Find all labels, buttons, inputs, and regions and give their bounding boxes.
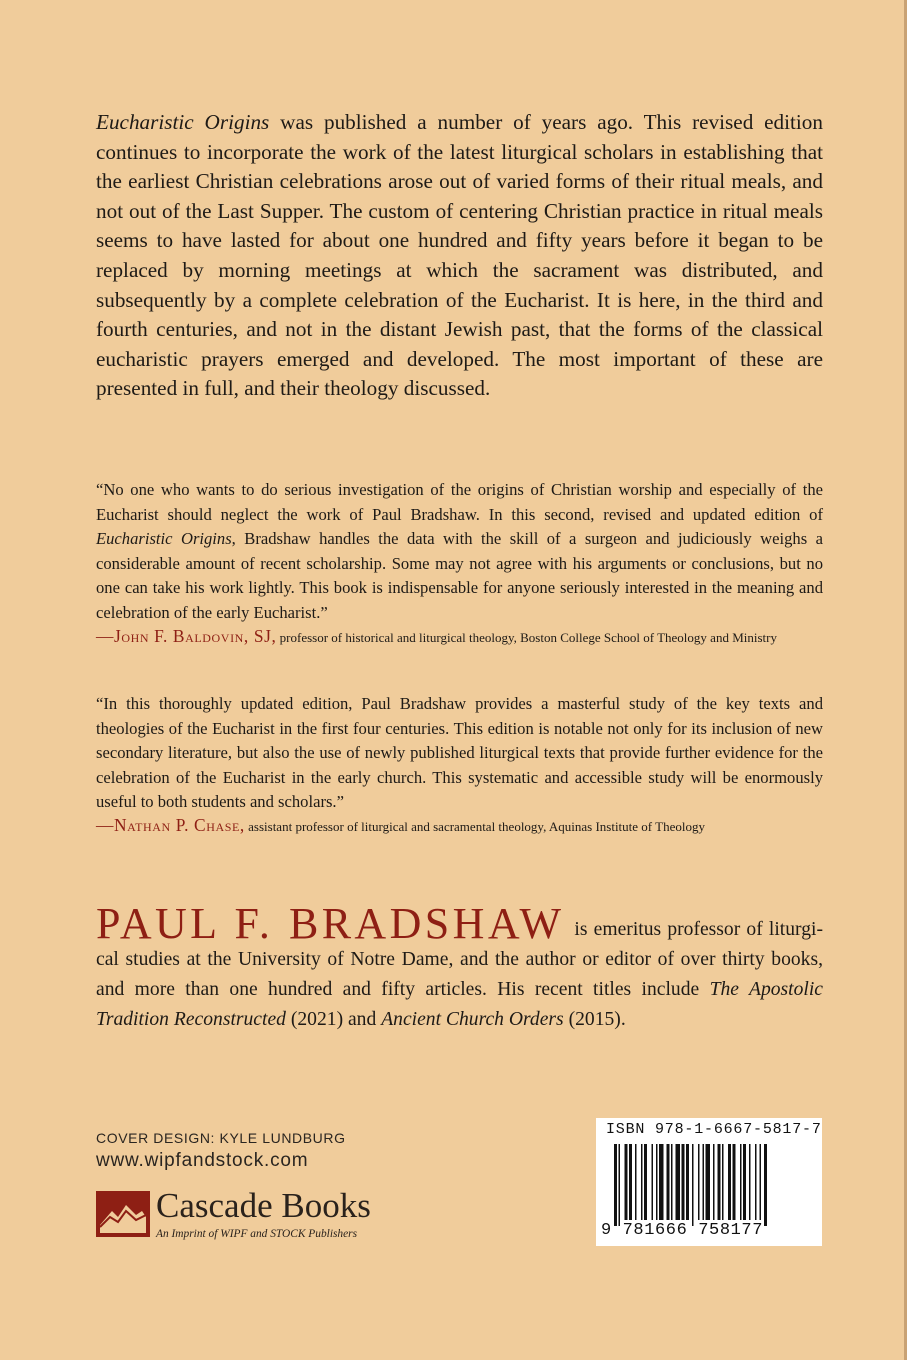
blurb-text: was published a number of years ago. This revised edition continues to incorporate the work of the latest liturgical scholars in establishing that the earliest Christian celebrations arose out of varied forms of their ritual meals, and not out of the Last Supper. The custom of centering Christian practice in ritual meals seems to have lasted for about one hundred and fifty years before it began to be replaced by morning meetings at which the sacrament was distributed, and subsequently by a complete celebration of the Eucharist. It is here, in the third and fourth centuries, and not in the distant Jewish past, that the forms of the classical eucharistic prayers emerged and developed. The most important of these are presented in full, and their theology discussed. (96, 110, 823, 401)
barcode-bar (667, 1144, 670, 1220)
mountain-logo-icon (96, 1191, 150, 1237)
barcode-bar (718, 1144, 721, 1220)
barcode-bar (619, 1144, 621, 1226)
barcode-bar (743, 1144, 746, 1220)
barcode-bar (656, 1144, 658, 1220)
quote-1-text-before: “No one who wants to do serious investigation of the origins of Christian worship and especially of the Eucharist should neglect the work of Paul Bradshaw. In this second, revised and updated edition of (96, 480, 823, 524)
quote-2-text: “In this thoroughly updated edition, Paul Bradshaw provides a masterful study of the key texts and theologies of the Eucharist in the first four centuries. This edition is notable not only for its inclusion of new secondary literature, but also the use of newly published liturgical texts that provide further evidence for the celebration of the Eucharist in the early church. This systematic and accessible study will be enormously useful to both students and scholars.” (96, 694, 823, 812)
barcode-bar (706, 1144, 711, 1220)
quote-2-author: —Nathan P. Chase, (96, 814, 245, 835)
barcode-bar (641, 1144, 643, 1220)
quote-1-text-after: , Bradshaw handles the data with the skill of a surgeon and judiciously weighs a considerable amount of recent scholarship. Some may not agree with his arguments or conclusions, but no one can take his work lightly. This book is indispensable for anyone seriously interested in the meaning and celebration of the early Eucharist.” (96, 529, 823, 622)
barcode-digits: 9 781666 758177 (601, 1221, 764, 1240)
quote-2-attribution (96, 815, 823, 837)
endorsement-quote-1 (96, 478, 823, 648)
publisher-name: Cascade Books (156, 1186, 371, 1225)
barcode-bar (749, 1144, 751, 1220)
author-title-1: The Apostolic Tradition Reconstructed (96, 979, 823, 1030)
barcode-bar (733, 1144, 736, 1220)
barcode-bar (629, 1144, 632, 1220)
barcode-bar (728, 1144, 731, 1220)
barcode-bar (760, 1144, 762, 1220)
author-bio-text: is emeritus professor of liturgical studies at the University of Notre Dame, and the author or editor of over thirty books, and more than one hundred and fifty articles. His recent titles include (96, 919, 823, 1000)
barcode-bar (692, 1144, 694, 1226)
author-year-2: (2015). (563, 1009, 626, 1030)
cover-design-credit: COVER DESIGN: KYLE LUNDBURG (96, 1130, 346, 1146)
barcode-bar (671, 1144, 673, 1220)
publisher-tagline: An Imprint of WIPF and STOCK Publishers (156, 1228, 358, 1240)
barcode-bar (713, 1144, 715, 1220)
author-title-2: Ancient Church Orders (381, 1009, 564, 1030)
author-year-1: (2021) and (285, 1009, 382, 1030)
barcode-bar (740, 1144, 742, 1220)
barcode-bar (676, 1144, 681, 1220)
author-name: PAUL F. BRADSHAW (96, 899, 565, 948)
barcode-bar (764, 1144, 767, 1226)
barcode-bar (682, 1144, 685, 1220)
barcode-bar (698, 1144, 700, 1220)
barcode-bar (703, 1144, 705, 1220)
publisher-logo (96, 1188, 426, 1248)
barcode-bar (659, 1144, 664, 1220)
endorsement-quote-2 (96, 692, 823, 837)
blurb-book-title: Eucharistic Origins (96, 110, 270, 134)
quote-1-author: —John F. Baldovin, SJ, (96, 625, 277, 646)
barcode-bar (635, 1144, 637, 1220)
isbn-barcode (596, 1118, 822, 1246)
quote-1-role: professor of historical and liturgical theology, Boston College School of Theology and Ministry (279, 629, 777, 645)
barcode-bar (644, 1144, 647, 1220)
barcode-bar (722, 1144, 724, 1220)
barcode-bar (686, 1144, 689, 1220)
barcode-bar (652, 1144, 654, 1220)
author-bio (96, 899, 823, 1035)
book-blurb (96, 108, 823, 404)
barcode-bar (755, 1144, 757, 1220)
quote-2-role: assistant professor of liturgical and sacramental theology, Aquinas Institute of Theology (248, 818, 705, 834)
barcode-bar (625, 1144, 628, 1220)
quote-1-attribution (96, 626, 823, 648)
publisher-website[interactable]: www.wipfandstock.com (96, 1150, 309, 1171)
isbn-label: ISBN 978-1-6667-5817-7 (606, 1121, 822, 1138)
quote-1-book-title: Eucharistic Origins (96, 529, 232, 549)
barcode-bar (614, 1144, 617, 1226)
